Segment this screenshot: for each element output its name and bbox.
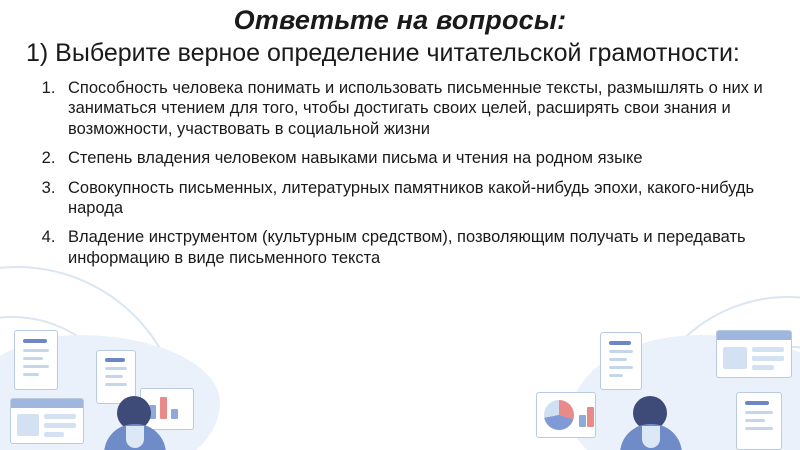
browser-window-icon (10, 398, 84, 444)
list-item: 4. Владение инструментом (культурным средством), позволяющим получать и передавать информацию в виде письменного текста (60, 227, 774, 268)
decorative-blob-left (0, 335, 220, 450)
bar-chart-icon (140, 388, 194, 430)
document-card-icon (600, 332, 642, 390)
browser-window-icon (716, 330, 792, 378)
slide-title: Ответьте на вопросы: (233, 5, 567, 35)
pie-chart-icon (536, 392, 596, 438)
question-text: 1) Выберите верное определение читательской грамотности: (26, 38, 740, 67)
document-card-icon (96, 350, 136, 404)
person-illustration (620, 396, 682, 450)
list-item: 1. Способность человека понимать и использовать письменные тексты, размышлять о них и заниматься чтением для того, чтобы достигать своих целей, расширять свои знания и возможности, участвовать в социальной жизни (60, 78, 774, 139)
document-card-icon (14, 330, 58, 390)
decorative-arc-right-outer (636, 296, 800, 450)
list-item: 2. Степень владения человеком навыками письма и чтения на родном языке (60, 148, 774, 168)
list-item: 3. Совокупность письменных, литературных памятников какой-нибудь эпохи, какого-нибудь народа (60, 178, 774, 219)
decorative-arc-right-inner (691, 346, 800, 450)
decorative-arc-left-outer (0, 266, 184, 450)
decorative-arc-left-inner (0, 316, 134, 450)
person-illustration (104, 396, 166, 450)
document-card-icon (736, 392, 782, 450)
answer-options-list (26, 78, 774, 269)
decorative-blob-right (570, 335, 800, 450)
